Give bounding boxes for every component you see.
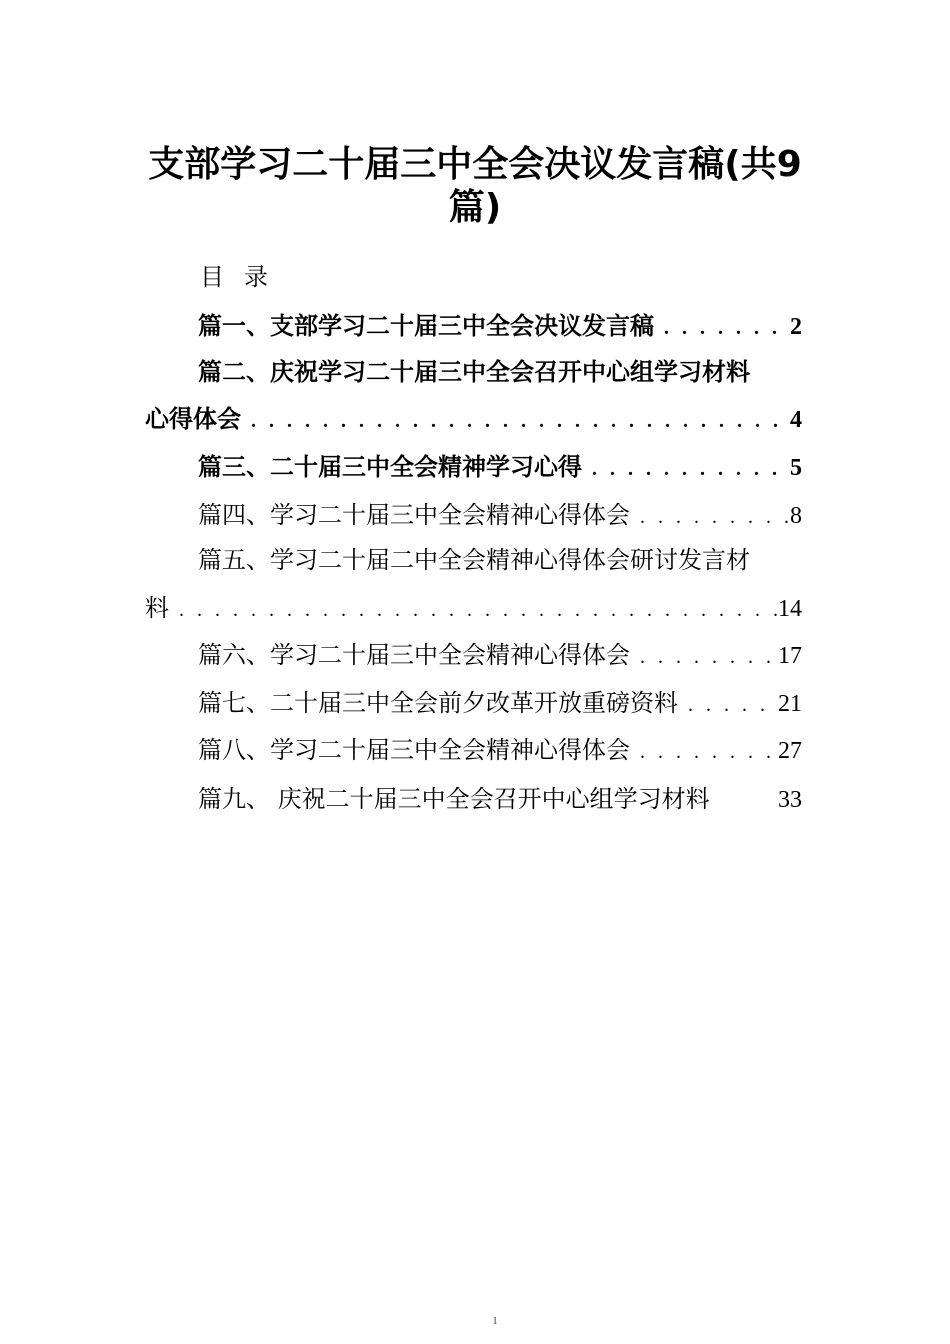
toc-entry-label: 篇九、 庆祝二十届三中全会召开中心组学习材料 bbox=[198, 785, 710, 813]
toc-entry-label-continued: 心得体会 bbox=[145, 405, 241, 433]
toc-entry-label: 篇七、二十届三中全会前夕改革开放重磅资料 bbox=[198, 689, 678, 717]
toc-entry-page: 8 bbox=[790, 503, 802, 529]
toc-entry-5-continued[interactable] bbox=[145, 593, 802, 625]
toc-entry-page: 5 bbox=[790, 455, 802, 481]
toc-entry-page: 27 bbox=[778, 738, 802, 764]
toc-leader-dots bbox=[630, 737, 778, 767]
toc-entry-4[interactable] bbox=[198, 500, 802, 532]
toc-leader-dots bbox=[654, 313, 790, 343]
toc-entry-label: 篇一、支部学习二十届三中全会决议发言稿 bbox=[198, 312, 654, 340]
toc-leader-dots bbox=[678, 690, 778, 720]
toc-leader-dots bbox=[630, 642, 778, 672]
toc-entry-page: 14 bbox=[778, 596, 802, 622]
toc-entry-label: 篇四、学习二十届三中全会精神心得体会 bbox=[198, 501, 630, 529]
toc-entry-label: 篇五、学习二十届二中全会精神心得体会研讨发言材 bbox=[198, 546, 750, 574]
toc-entry-9[interactable] bbox=[198, 784, 802, 815]
toc-entry-label: 篇三、二十届三中全会精神学习心得 bbox=[198, 453, 582, 481]
toc-entry-1[interactable] bbox=[198, 311, 802, 343]
toc-entry-7[interactable] bbox=[198, 688, 802, 720]
toc-leader-dots bbox=[169, 595, 778, 625]
toc-entry-label-continued: 料 bbox=[145, 594, 169, 622]
toc-entry-page: 21 bbox=[778, 691, 802, 717]
toc-entry-8[interactable] bbox=[198, 735, 802, 767]
toc-leader-dots bbox=[630, 502, 790, 532]
toc-entry-label: 篇八、学习二十届三中全会精神心得体会 bbox=[198, 736, 630, 764]
toc-entry-label: 篇六、学习二十届三中全会精神心得体会 bbox=[198, 641, 630, 669]
toc-entry-label: 篇二、庆祝学习二十届三中全会召开中心组学习材料 bbox=[198, 358, 750, 386]
toc-heading: 目录 bbox=[200, 263, 288, 291]
toc-entry-page: 4 bbox=[790, 407, 802, 433]
toc-leader-dots bbox=[241, 406, 790, 436]
page-number: 1 bbox=[492, 1316, 498, 1327]
toc-entry-5[interactable] bbox=[198, 545, 802, 575]
toc-entry-2[interactable] bbox=[198, 357, 802, 387]
toc-leader-dots bbox=[582, 454, 790, 484]
document-title-line-2: 篇) bbox=[448, 187, 502, 228]
toc-entry-page: 33 bbox=[778, 787, 802, 813]
toc-entry-page: 17 bbox=[778, 643, 802, 669]
toc-entry-6[interactable] bbox=[198, 640, 802, 672]
toc-entry-2-continued[interactable] bbox=[145, 404, 802, 436]
toc-entry-page: 2 bbox=[790, 314, 802, 340]
document-title-line-1: 支部学习二十届三中全会决议发言稿(共9 bbox=[148, 144, 802, 185]
toc-entry-3[interactable] bbox=[198, 452, 802, 484]
